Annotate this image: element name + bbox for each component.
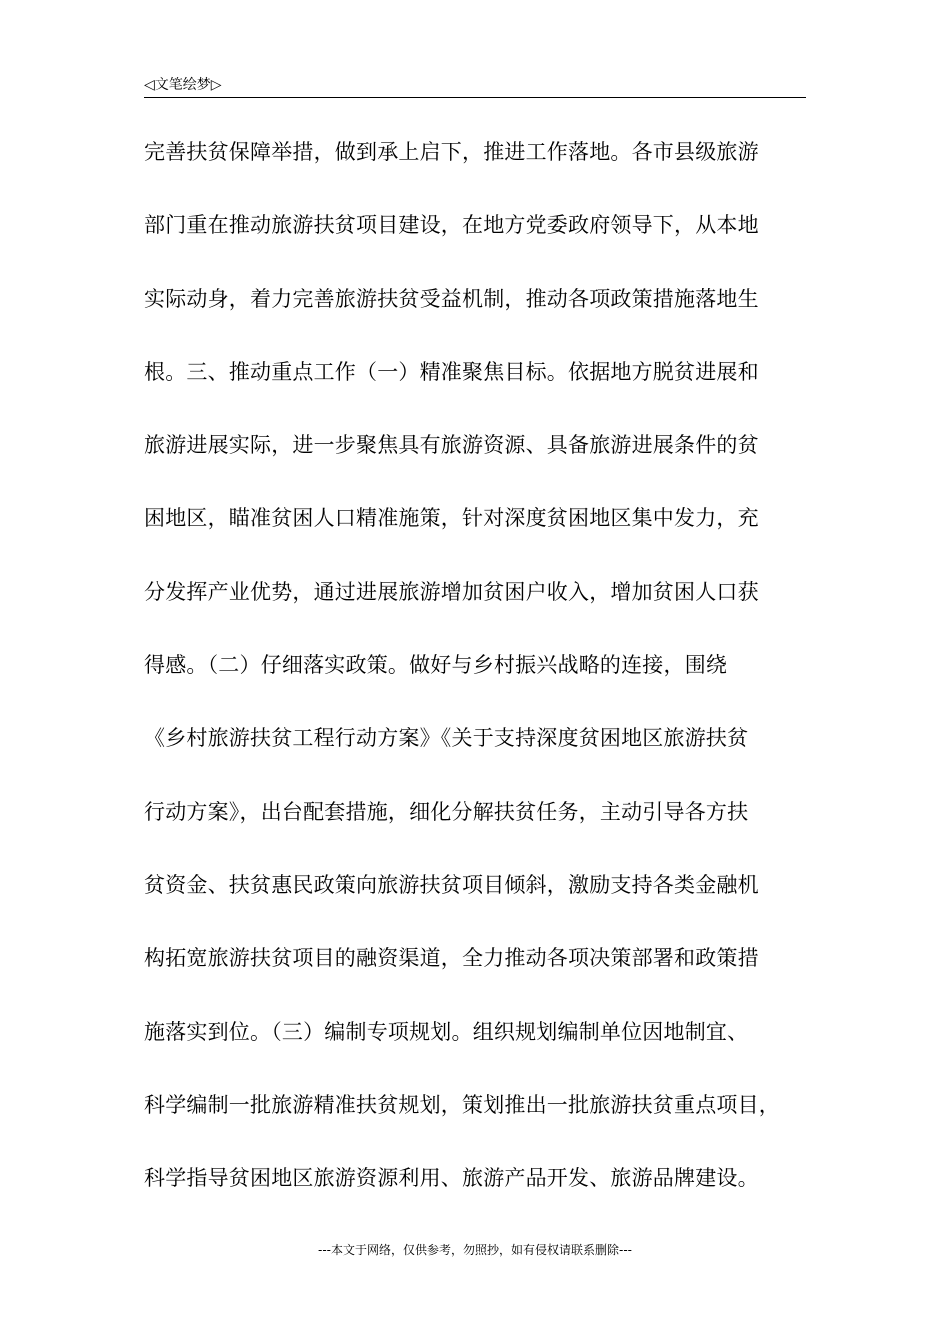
body-line: 根。三、推动重点工作（一）精准聚焦目标。依据地方脱贫进展和 bbox=[144, 359, 759, 384]
document-body bbox=[144, 128, 814, 1227]
body-line: 分发挥产业优势，通过进展旅游增加贫困户收入，增加贫困人口获 bbox=[144, 579, 759, 604]
header-divider bbox=[144, 97, 806, 98]
body-line: 实际动身，着力完善旅游扶贫受益机制，推动各项政策措施落地生 bbox=[144, 286, 759, 311]
body-line: 得感。（二）仔细落实政策。做好与乡村振兴战略的连接，围绕 bbox=[144, 653, 728, 678]
body-line: 完善扶贫保障举措，做到承上启下，推进工作落地。各市县级旅游 bbox=[144, 140, 759, 164]
body-line: 旅游进展实际，进一步聚焦具有旅游资源、具备旅游进展条件的贫 bbox=[144, 433, 759, 458]
body-line: 施落实到位。（三）编制专项规划。组织规划编制单位因地制宜、 bbox=[144, 1019, 749, 1044]
body-line: 贫资金、扶贫惠民政策向旅游扶贫项目倾斜，激励支持各类金融机 bbox=[144, 872, 759, 897]
body-line: 构拓宽旅游扶贫项目的融资渠道，全力推动各项决策部署和政策措 bbox=[144, 946, 759, 971]
body-line: 《乡村旅游扶贫工程行动方案》《关于支持深度贫困地区旅游扶贫 bbox=[144, 726, 749, 751]
body-line: 部门重在推动旅游扶贫项目建设，在地方党委政府领导下，从本地 bbox=[144, 213, 759, 238]
document-header: ◁文笔绘梦▷ bbox=[144, 77, 222, 93]
body-line: 科学指导贫困地区旅游资源利用、旅游产品开发、旅游品牌建设。 bbox=[144, 1166, 759, 1191]
footer-notice: ---本文于网络，仅供参考，勿照抄，如有侵权请联系删除--- bbox=[318, 1243, 632, 1257]
body-line: 行动方案》，出台配套措施，细化分解扶贫任务，主动引导各方扶 bbox=[144, 799, 749, 824]
body-line: 困地区，瞄准贫困人口精准施策，针对深度贫困地区集中发力，充 bbox=[144, 506, 759, 531]
body-line: 科学编制一批旅游精准扶贫规划，策划推出一批旅游扶贫重点项目， bbox=[144, 1092, 780, 1117]
